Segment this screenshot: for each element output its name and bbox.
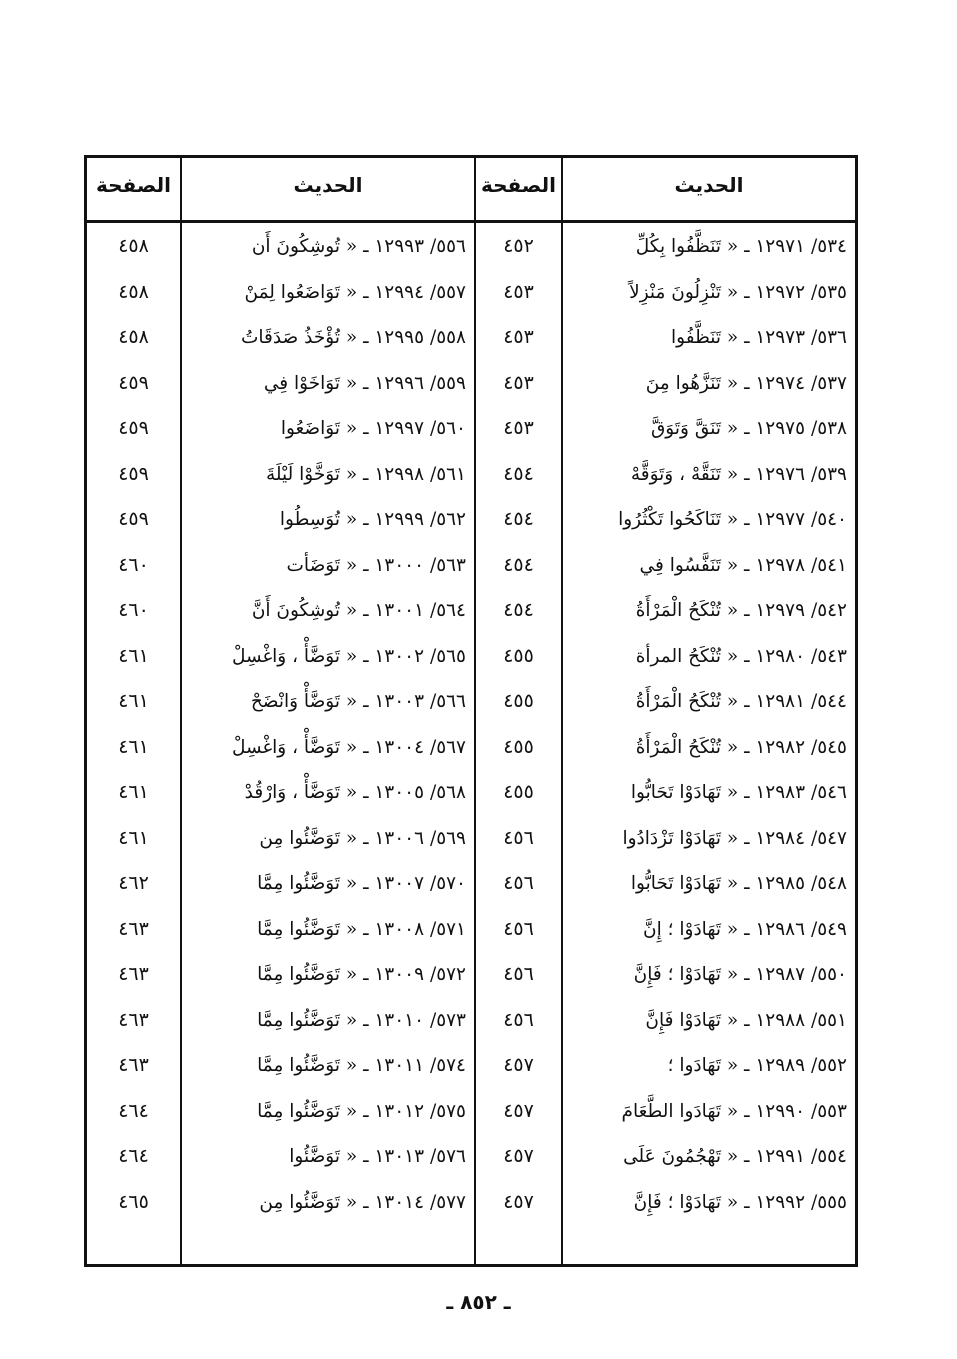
right-hadith-entry: ٥٣٤/ ١٢٩٧١ ـ « تَنَظَّفُوا بِكُلِّ <box>635 236 847 257</box>
right-page-ref: ٤٥٤ <box>503 508 534 530</box>
table-row <box>87 770 855 816</box>
left-hadith-entry: ٥٧٣/ ١٣٠١٠ ـ « تَوَضَّئُوا مِمَّا <box>257 1009 466 1031</box>
right-hadith-entry: ٥٤٠/ ١٢٩٧٧ ـ « تَنَاكَحُوا تَكْثُرُوا <box>618 509 847 530</box>
right-page-ref: ٤٥٧ <box>503 1099 534 1122</box>
right-hadith-entry: ٥٤٥/ ١٢٩٨٢ ـ « تُنْكَحُ الْمَرْأَةُ <box>635 736 847 758</box>
right-page-ref: ٤٥٧ <box>503 1190 534 1213</box>
left-hadith-entry: ٥٦٥/ ١٣٠٠٢ ـ « تَوَضَّأْ ، وَاغْسِلْ <box>231 645 466 667</box>
right-hadith-entry: ٥٥١/ ١٢٩٨٨ ـ « تَهَادَوْا فَإِنَّ <box>645 1009 847 1031</box>
right-page-ref: ٤٥٤ <box>503 462 534 485</box>
table-row <box>87 224 855 270</box>
left-hadith-entry: ٥٦١/ ١٢٩٩٨ ـ « تَوَخَّوْا لَيْلَةَ <box>266 463 466 485</box>
table-row <box>87 1089 855 1135</box>
left-page-ref: ٤٦٤ <box>118 1099 149 1122</box>
left-hadith-entry: ٥٦٨/ ١٣٠٠٥ ـ « تَوَضَّأْ ، وَارْقُدْ <box>244 782 466 803</box>
right-page-ref: ٤٥٣ <box>503 371 534 394</box>
left-hadith-entry: ٥٦٧/ ١٣٠٠٤ ـ « تَوَضَّأْ ، وَاغْسِلْ <box>231 736 466 758</box>
table-row <box>87 270 855 316</box>
table-row <box>87 452 855 498</box>
right-hadith-entry: ٥٣٦/ ١٢٩٧٣ ـ « تَنَظَّفُوا <box>671 327 847 348</box>
right-hadith-entry: ٥٥٢/ ١٢٩٨٩ ـ « تَهَادَوا ؛ <box>667 1055 847 1076</box>
left-page-ref: ٤٦٤ <box>118 1145 149 1167</box>
left-hadith-entry: ٥٦٤/ ١٣٠٠١ ـ « تُوشِكُونَ أَنَّ <box>251 600 466 621</box>
left-page-ref: ٤٥٨ <box>118 235 149 257</box>
right-page-ref: ٤٥٣ <box>503 417 534 439</box>
left-hadith-entry: ٥٧٢/ ١٣٠٠٩ ـ « تَوَضَّئُوا مِمَّا <box>257 964 466 985</box>
right-page-ref: ٤٥٢ <box>503 235 534 257</box>
left-page-ref: ٤٦٠ <box>118 599 149 621</box>
left-page-ref: ٤٦٣ <box>118 1008 149 1031</box>
left-page-header: الصفحة <box>95 173 171 197</box>
left-hadith-entry: ٥٧٧/ ١٣٠١٤ ـ « تَوَضَّئُوا مِن <box>259 1191 466 1213</box>
hadith-index-table <box>84 155 858 1267</box>
left-hadith-entry: ٥٦٣/ ١٣٠٠٠ ـ « تَوَضَأت <box>286 554 466 576</box>
left-hadith-entry: ٥٦٩/ ١٣٠٠٦ ـ « تَوَضَّئُوا مِن <box>259 827 466 849</box>
right-page-ref: ٤٥٥ <box>503 735 534 758</box>
table-row <box>87 952 855 998</box>
table-row <box>87 816 855 862</box>
right-hadith-entry: ٥٤٦/ ١٢٩٨٣ ـ « تَهَادَوْا تَحَابُّوا <box>630 782 847 803</box>
right-page-ref: ٤٥٥ <box>503 690 534 712</box>
right-page-ref: ٤٥٦ <box>503 826 534 849</box>
right-page-header: الصفحة <box>480 173 556 197</box>
right-page-ref: ٤٥٦ <box>503 1008 534 1031</box>
left-hadith-entry: ٥٥٧/ ١٢٩٩٤ ـ « تَوَاضَعُوا لِمَنْ <box>244 281 466 303</box>
left-hadith-entry: ٥٧٥/ ١٣٠١٢ ـ « تَوَضَّئُوا مِمَّا <box>257 1100 466 1122</box>
right-page-ref: ٤٥٦ <box>503 917 534 940</box>
left-page-ref: ٤٥٨ <box>118 280 149 303</box>
right-hadith-entry: ٥٥٠/ ١٢٩٨٧ ـ « تَهَادَوْا ؛ فَإِنَّ <box>633 964 847 985</box>
right-hadith-entry: ٥٥٣/ ١٢٩٩٠ ـ « تَهَادَوا الطَّعَامَ <box>621 1100 847 1122</box>
table-row <box>87 1134 855 1180</box>
left-page-ref: ٤٦٣ <box>118 917 149 940</box>
header-divider <box>87 220 855 223</box>
left-hadith-entry: ٥٧٤/ ١٣٠١١ ـ « تَوَضَّئُوا مِمَّا <box>257 1055 466 1076</box>
right-hadith-entry: ٥٣٧/ ١٢٩٧٤ ـ « تَنَزَّهُوا مِنَ <box>645 372 847 394</box>
right-page-ref: ٤٥٧ <box>503 1145 534 1167</box>
left-hadith-entry: ٥٦٢/ ١٢٩٩٩ ـ « تُوَسِطُوا <box>279 509 466 530</box>
right-page-ref: ٤٥٦ <box>503 963 534 985</box>
left-page-ref: ٤٥٩ <box>118 417 149 439</box>
right-page-ref: ٤٥٥ <box>503 644 534 667</box>
left-hadith-entry: ٥٦٠/ ١٢٩٩٧ ـ « تَوَاضَعُوا <box>280 418 466 439</box>
table-row <box>87 588 855 634</box>
left-page-ref: ٤٥٩ <box>118 508 149 530</box>
right-hadith-entry: ٥٤٩/ ١٢٩٨٦ ـ « تَهَادَوْا ؛ إِنَّ <box>643 918 847 940</box>
left-page-ref: ٤٦٣ <box>118 1054 149 1076</box>
left-page-ref: ٤٦١ <box>118 644 149 667</box>
left-page-ref: ٤٥٩ <box>118 371 149 394</box>
table-row <box>87 679 855 725</box>
left-page-ref: ٤٦١ <box>118 781 149 803</box>
table-row <box>87 1180 855 1226</box>
right-hadith-entry: ٥٤٢/ ١٢٩٧٩ ـ « تُنْكَحُ الْمَرْأَةُ <box>635 600 847 621</box>
left-page-ref: ٤٦٥ <box>118 1190 149 1213</box>
table-row <box>87 361 855 407</box>
right-hadith-entry: ٥٤٣/ ١٢٩٨٠ ـ « تُنْكَحُ المرأة <box>635 645 847 667</box>
left-page-ref: ٤٦٣ <box>118 963 149 985</box>
table-row <box>87 406 855 452</box>
left-hadith-entry: ٥٥٦/ ١٢٩٩٣ ـ « تُوشِكُونَ أَن <box>251 236 466 257</box>
table-row <box>87 315 855 361</box>
right-hadith-entry: ٥٥٤/ ١٢٩٩١ ـ « تَهْجُمُونَ عَلَى <box>623 1146 847 1167</box>
right-hadith-entry: ٥٤٤/ ١٢٩٨١ ـ « تُنْكَحُ الْمَرْأَةُ <box>635 691 847 712</box>
left-hadith-entry: ٥٧٦/ ١٣٠١٣ ـ « تَوَضَّئُوا <box>289 1146 466 1167</box>
table-row <box>87 543 855 589</box>
left-page-ref: ٤٦١ <box>118 690 149 712</box>
left-hadith-entry: ٥٦٦/ ١٣٠٠٣ ـ « تَوَضَّأْ وَانْضَحْ <box>250 691 466 712</box>
left-hadith-entry: ٥٥٨/ ١٢٩٩٥ ـ « تُؤْخَذُ صَدَقَاتُ <box>240 327 466 348</box>
right-page-ref: ٤٥٤ <box>503 553 534 576</box>
left-hadith-header: الحديث <box>293 173 363 197</box>
left-hadith-entry: ٥٧١/ ١٣٠٠٨ ـ « تَوَضَّئُوا مِمَّا <box>257 918 466 940</box>
left-page-ref: ٤٦٠ <box>118 553 149 576</box>
right-page-ref: ٤٥٦ <box>503 872 534 894</box>
left-page-ref: ٤٥٩ <box>118 462 149 485</box>
table-row <box>87 907 855 953</box>
table-row <box>87 634 855 680</box>
table-row <box>87 497 855 543</box>
right-hadith-entry: ٥٣٩/ ١٢٩٧٦ ـ « تَنَقَّهْ ، وَتَوَقَّهْ <box>630 463 847 485</box>
table-row <box>87 861 855 907</box>
right-hadith-entry: ٥٤٧/ ١٢٩٨٤ ـ « تَهَادَوْا تَزْدَادُوا <box>622 827 847 849</box>
right-page-ref: ٤٥٥ <box>503 781 534 803</box>
table-row <box>87 1043 855 1089</box>
table-row <box>87 998 855 1044</box>
left-page-ref: ٤٦١ <box>118 826 149 849</box>
table-row <box>87 725 855 771</box>
right-hadith-entry: ٥٣٥/ ١٢٩٧٢ ـ « تَنْزِلُونَ مَنْزِلاً <box>629 281 847 303</box>
left-hadith-entry: ٥٧٠/ ١٣٠٠٧ ـ « تَوَضَّئُوا مِمَّا <box>257 873 466 894</box>
right-hadith-entry: ٥٥٥/ ١٢٩٩٢ ـ « تَهَادَوْا ؛ فَإِنَّ <box>633 1191 847 1213</box>
right-page-ref: ٤٥٣ <box>503 326 534 348</box>
right-page-ref: ٤٥٣ <box>503 280 534 303</box>
right-hadith-entry: ٥٤٨/ ١٢٩٨٥ ـ « تَهَادَوْا تَحَابُّوا <box>630 873 847 894</box>
page-number: ـ ٨٥٢ ـ <box>446 1290 511 1314</box>
right-hadith-header: الحديث <box>674 173 744 197</box>
right-page-ref: ٤٥٤ <box>503 599 534 621</box>
right-page-ref: ٤٥٧ <box>503 1054 534 1076</box>
left-page-ref: ٤٦٢ <box>118 872 149 894</box>
left-page-ref: ٤٦١ <box>118 735 149 758</box>
left-page-ref: ٤٥٨ <box>118 326 149 348</box>
left-hadith-entry: ٥٥٩/ ١٢٩٩٦ ـ « تَوَاخَوْا فِي <box>263 372 466 394</box>
right-hadith-entry: ٥٤١/ ١٢٩٧٨ ـ « تَنَفَّسُوا فِي <box>639 554 847 576</box>
right-hadith-entry: ٥٣٨/ ١٢٩٧٥ ـ « تَنَقَّ وَتَوَقَّ <box>650 418 847 439</box>
